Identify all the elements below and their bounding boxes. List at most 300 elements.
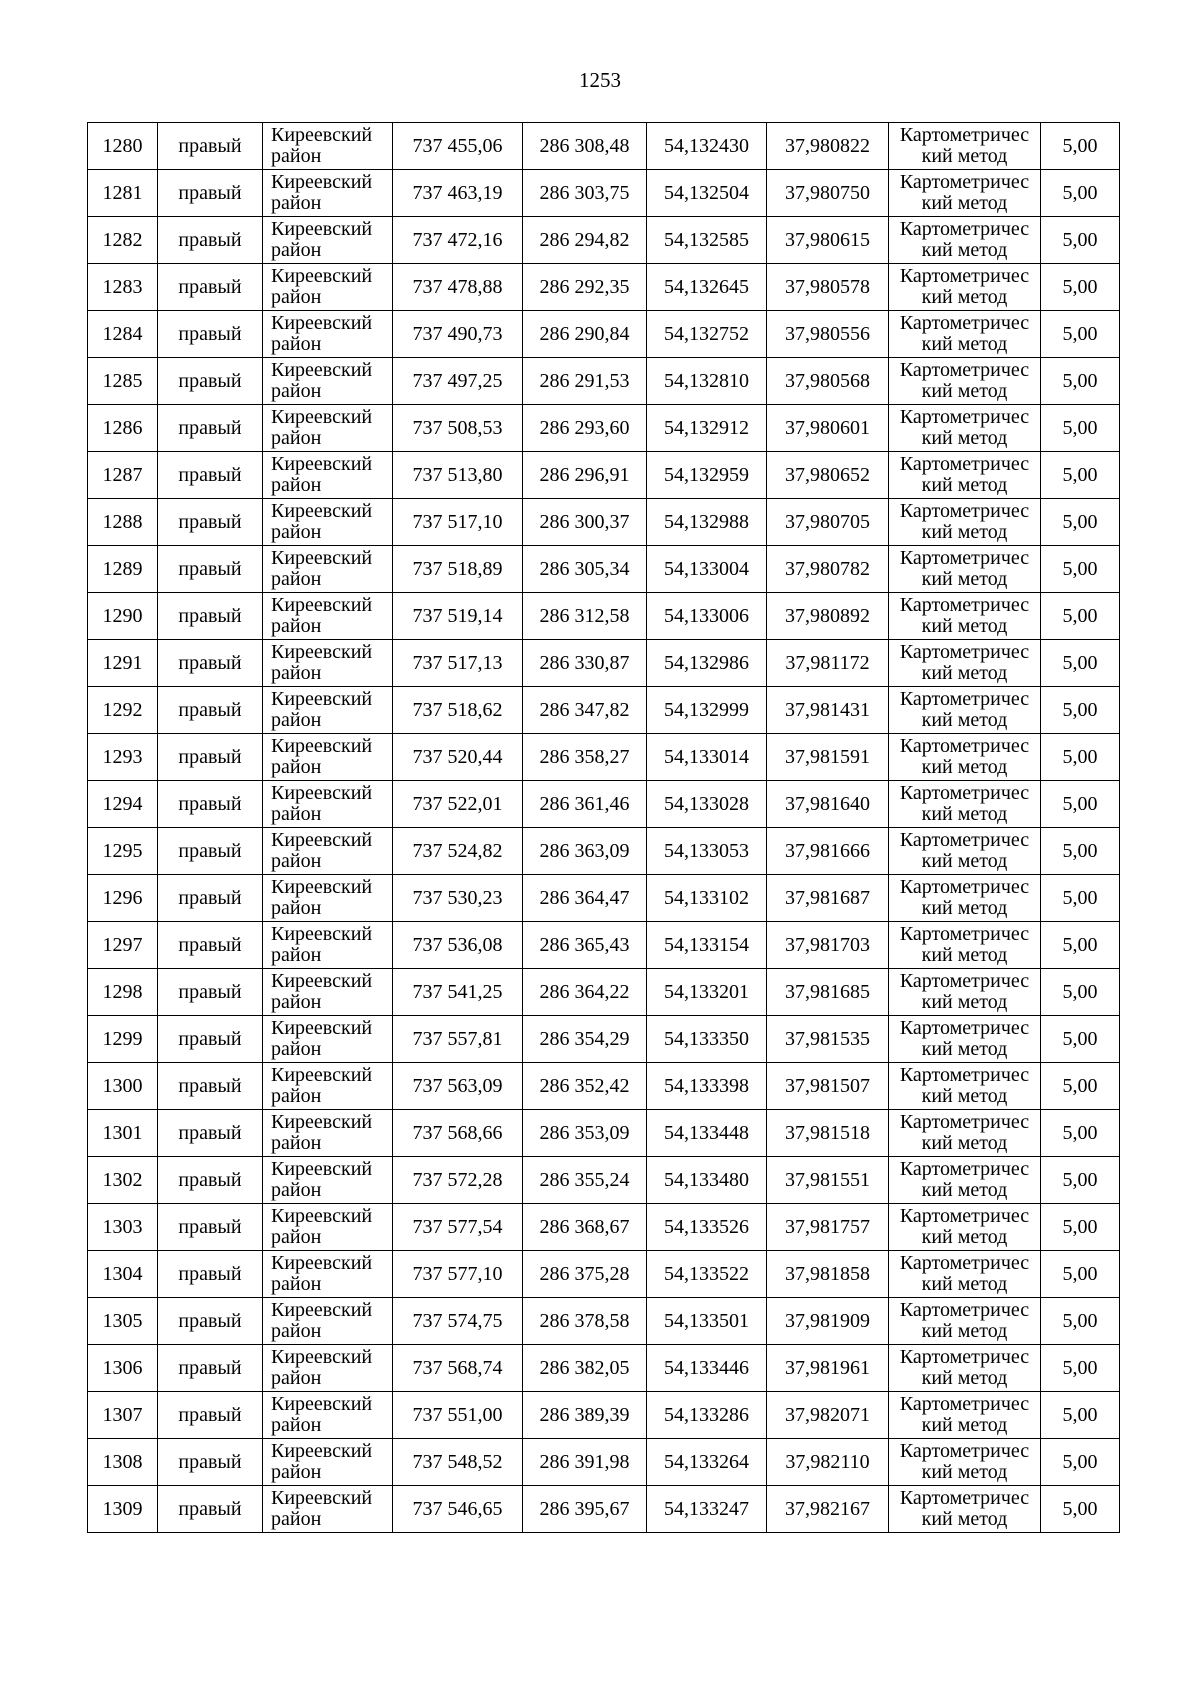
table-row [88,1204,1120,1251]
point-number-cell: 1289 [88,546,158,593]
method-cell: Картометрический метод [889,1345,1041,1392]
district-cell: Киреевский район [263,1439,393,1486]
y-coordinate-cell: 286 353,09 [523,1110,647,1157]
point-number-cell: 1302 [88,1157,158,1204]
y-coordinate-cell: 286 305,34 [523,546,647,593]
method-cell: Картометрический метод [889,546,1041,593]
method-cell: Картометрический метод [889,1016,1041,1063]
longitude-cell: 37,981518 [767,1110,889,1157]
bank-side-cell: правый [158,1110,263,1157]
bank-side-cell: правый [158,217,263,264]
latitude-cell: 54,133446 [647,1345,767,1392]
x-coordinate-cell: 737 478,88 [393,264,523,311]
latitude-cell: 54,133448 [647,1110,767,1157]
latitude-cell: 54,133053 [647,828,767,875]
district-cell: Киреевский район [263,640,393,687]
point-number-cell: 1284 [88,311,158,358]
method-cell: Картометрический метод [889,593,1041,640]
latitude-cell: 54,133526 [647,1204,767,1251]
y-coordinate-cell: 286 361,46 [523,781,647,828]
table-row [88,781,1120,828]
table-row [88,828,1120,875]
table-row [88,1157,1120,1204]
table-row [88,452,1120,499]
bank-side-cell: правый [158,546,263,593]
accuracy-cell: 5,00 [1041,123,1120,170]
latitude-cell: 54,133004 [647,546,767,593]
accuracy-cell: 5,00 [1041,781,1120,828]
point-number-cell: 1295 [88,828,158,875]
district-cell: Киреевский район [263,969,393,1016]
method-cell: Картометрический метод [889,1204,1041,1251]
x-coordinate-cell: 737 563,09 [393,1063,523,1110]
table-body [88,123,1120,1533]
table-row [88,922,1120,969]
method-cell: Картометрический метод [889,1439,1041,1486]
bank-side-cell: правый [158,1298,263,1345]
point-number-cell: 1300 [88,1063,158,1110]
y-coordinate-cell: 286 365,43 [523,922,647,969]
district-cell: Киреевский район [263,1251,393,1298]
longitude-cell: 37,981685 [767,969,889,1016]
point-number-cell: 1285 [88,358,158,405]
method-cell: Картометрический метод [889,123,1041,170]
latitude-cell: 54,132912 [647,405,767,452]
district-cell: Киреевский район [263,875,393,922]
point-number-cell: 1299 [88,1016,158,1063]
x-coordinate-cell: 737 557,81 [393,1016,523,1063]
method-cell: Картометрический метод [889,264,1041,311]
bank-side-cell: правый [158,1157,263,1204]
table-row [88,687,1120,734]
district-cell: Киреевский район [263,1345,393,1392]
accuracy-cell: 5,00 [1041,1016,1120,1063]
y-coordinate-cell: 286 368,67 [523,1204,647,1251]
longitude-cell: 37,981858 [767,1251,889,1298]
accuracy-cell: 5,00 [1041,828,1120,875]
point-number-cell: 1287 [88,452,158,499]
bank-side-cell: правый [158,828,263,875]
y-coordinate-cell: 286 290,84 [523,311,647,358]
x-coordinate-cell: 737 536,08 [393,922,523,969]
point-number-cell: 1307 [88,1392,158,1439]
method-cell: Картометрический метод [889,1110,1041,1157]
point-number-cell: 1282 [88,217,158,264]
district-cell: Киреевский район [263,452,393,499]
bank-side-cell: правый [158,405,263,452]
bank-side-cell: правый [158,1251,263,1298]
district-cell: Киреевский район [263,1016,393,1063]
bank-side-cell: правый [158,170,263,217]
district-cell: Киреевский район [263,1063,393,1110]
y-coordinate-cell: 286 352,42 [523,1063,647,1110]
accuracy-cell: 5,00 [1041,734,1120,781]
point-number-cell: 1303 [88,1204,158,1251]
y-coordinate-cell: 286 292,35 [523,264,647,311]
method-cell: Картометрический метод [889,875,1041,922]
x-coordinate-cell: 737 472,16 [393,217,523,264]
longitude-cell: 37,982110 [767,1439,889,1486]
accuracy-cell: 5,00 [1041,1486,1120,1533]
bank-side-cell: правый [158,687,263,734]
x-coordinate-cell: 737 519,14 [393,593,523,640]
point-number-cell: 1298 [88,969,158,1016]
bank-side-cell: правый [158,123,263,170]
y-coordinate-cell: 286 375,28 [523,1251,647,1298]
point-number-cell: 1308 [88,1439,158,1486]
table-row [88,170,1120,217]
table-row [88,875,1120,922]
longitude-cell: 37,981535 [767,1016,889,1063]
coordinates-table [87,122,1120,1533]
point-number-cell: 1294 [88,781,158,828]
district-cell: Киреевский район [263,781,393,828]
bank-side-cell: правый [158,922,263,969]
table-row [88,1345,1120,1392]
latitude-cell: 54,133201 [647,969,767,1016]
point-number-cell: 1281 [88,170,158,217]
y-coordinate-cell: 286 293,60 [523,405,647,452]
latitude-cell: 54,133014 [647,734,767,781]
table-row [88,358,1120,405]
point-number-cell: 1293 [88,734,158,781]
latitude-cell: 54,133028 [647,781,767,828]
y-coordinate-cell: 286 382,05 [523,1345,647,1392]
accuracy-cell: 5,00 [1041,1063,1120,1110]
accuracy-cell: 5,00 [1041,405,1120,452]
table-row [88,1063,1120,1110]
bank-side-cell: правый [158,875,263,922]
x-coordinate-cell: 737 548,52 [393,1439,523,1486]
accuracy-cell: 5,00 [1041,875,1120,922]
method-cell: Картометрический метод [889,311,1041,358]
latitude-cell: 54,133247 [647,1486,767,1533]
x-coordinate-cell: 737 568,74 [393,1345,523,1392]
district-cell: Киреевский район [263,217,393,264]
point-number-cell: 1304 [88,1251,158,1298]
bank-side-cell: правый [158,969,263,1016]
accuracy-cell: 5,00 [1041,1204,1120,1251]
latitude-cell: 54,132752 [647,311,767,358]
bank-side-cell: правый [158,264,263,311]
district-cell: Киреевский район [263,1392,393,1439]
point-number-cell: 1288 [88,499,158,546]
accuracy-cell: 5,00 [1041,499,1120,546]
longitude-cell: 37,980750 [767,170,889,217]
x-coordinate-cell: 737 520,44 [393,734,523,781]
bank-side-cell: правый [158,452,263,499]
district-cell: Киреевский район [263,687,393,734]
district-cell: Киреевский район [263,922,393,969]
table-row [88,311,1120,358]
x-coordinate-cell: 737 518,62 [393,687,523,734]
bank-side-cell: правый [158,640,263,687]
accuracy-cell: 5,00 [1041,1439,1120,1486]
longitude-cell: 37,980782 [767,546,889,593]
y-coordinate-cell: 286 389,39 [523,1392,647,1439]
method-cell: Картометрический метод [889,969,1041,1016]
method-cell: Картометрический метод [889,922,1041,969]
method-cell: Картометрический метод [889,1157,1041,1204]
bank-side-cell: правый [158,1392,263,1439]
district-cell: Киреевский район [263,170,393,217]
method-cell: Картометрический метод [889,1298,1041,1345]
method-cell: Картометрический метод [889,1392,1041,1439]
longitude-cell: 37,980615 [767,217,889,264]
table-row [88,499,1120,546]
accuracy-cell: 5,00 [1041,640,1120,687]
method-cell: Картометрический метод [889,1063,1041,1110]
district-cell: Киреевский район [263,264,393,311]
accuracy-cell: 5,00 [1041,1110,1120,1157]
longitude-cell: 37,980892 [767,593,889,640]
district-cell: Киреевский район [263,405,393,452]
table-row [88,546,1120,593]
point-number-cell: 1301 [88,1110,158,1157]
latitude-cell: 54,133102 [647,875,767,922]
method-cell: Картометрический метод [889,828,1041,875]
district-cell: Киреевский район [263,734,393,781]
accuracy-cell: 5,00 [1041,1298,1120,1345]
latitude-cell: 54,132430 [647,123,767,170]
method-cell: Картометрический метод [889,452,1041,499]
longitude-cell: 37,980568 [767,358,889,405]
bank-side-cell: правый [158,1486,263,1533]
district-cell: Киреевский район [263,1110,393,1157]
bank-side-cell: правый [158,1345,263,1392]
bank-side-cell: правый [158,311,263,358]
x-coordinate-cell: 737 522,01 [393,781,523,828]
point-number-cell: 1280 [88,123,158,170]
x-coordinate-cell: 737 517,13 [393,640,523,687]
table-row [88,405,1120,452]
method-cell: Картометрический метод [889,170,1041,217]
latitude-cell: 54,133286 [647,1392,767,1439]
longitude-cell: 37,980578 [767,264,889,311]
accuracy-cell: 5,00 [1041,264,1120,311]
x-coordinate-cell: 737 530,23 [393,875,523,922]
table-row [88,969,1120,1016]
accuracy-cell: 5,00 [1041,452,1120,499]
longitude-cell: 37,981666 [767,828,889,875]
x-coordinate-cell: 737 524,82 [393,828,523,875]
latitude-cell: 54,132645 [647,264,767,311]
bank-side-cell: правый [158,499,263,546]
longitude-cell: 37,980705 [767,499,889,546]
point-number-cell: 1306 [88,1345,158,1392]
accuracy-cell: 5,00 [1041,922,1120,969]
longitude-cell: 37,981172 [767,640,889,687]
x-coordinate-cell: 737 568,66 [393,1110,523,1157]
table-row [88,264,1120,311]
longitude-cell: 37,981703 [767,922,889,969]
method-cell: Картометрический метод [889,640,1041,687]
accuracy-cell: 5,00 [1041,1392,1120,1439]
district-cell: Киреевский район [263,123,393,170]
x-coordinate-cell: 737 517,10 [393,499,523,546]
accuracy-cell: 5,00 [1041,1251,1120,1298]
y-coordinate-cell: 286 354,29 [523,1016,647,1063]
accuracy-cell: 5,00 [1041,311,1120,358]
longitude-cell: 37,981591 [767,734,889,781]
district-cell: Киреевский район [263,1204,393,1251]
bank-side-cell: правый [158,1439,263,1486]
table-row [88,1251,1120,1298]
district-cell: Киреевский район [263,311,393,358]
y-coordinate-cell: 286 303,75 [523,170,647,217]
x-coordinate-cell: 737 455,06 [393,123,523,170]
district-cell: Киреевский район [263,1298,393,1345]
accuracy-cell: 5,00 [1041,687,1120,734]
longitude-cell: 37,982071 [767,1392,889,1439]
longitude-cell: 37,981757 [767,1204,889,1251]
longitude-cell: 37,982167 [767,1486,889,1533]
longitude-cell: 37,981640 [767,781,889,828]
table-row [88,1016,1120,1063]
method-cell: Картометрический метод [889,781,1041,828]
table-row [88,1110,1120,1157]
latitude-cell: 54,132988 [647,499,767,546]
district-cell: Киреевский район [263,499,393,546]
x-coordinate-cell: 737 577,54 [393,1204,523,1251]
point-number-cell: 1292 [88,687,158,734]
method-cell: Картометрический метод [889,687,1041,734]
table-row [88,217,1120,264]
y-coordinate-cell: 286 391,98 [523,1439,647,1486]
accuracy-cell: 5,00 [1041,1345,1120,1392]
district-cell: Киреевский район [263,828,393,875]
method-cell: Картометрический метод [889,1486,1041,1533]
bank-side-cell: правый [158,593,263,640]
accuracy-cell: 5,00 [1041,358,1120,405]
accuracy-cell: 5,00 [1041,170,1120,217]
accuracy-cell: 5,00 [1041,1157,1120,1204]
latitude-cell: 54,133006 [647,593,767,640]
y-coordinate-cell: 286 358,27 [523,734,647,781]
method-cell: Картометрический метод [889,405,1041,452]
table-row [88,593,1120,640]
y-coordinate-cell: 286 312,58 [523,593,647,640]
y-coordinate-cell: 286 291,53 [523,358,647,405]
longitude-cell: 37,981507 [767,1063,889,1110]
y-coordinate-cell: 286 378,58 [523,1298,647,1345]
bank-side-cell: правый [158,1063,263,1110]
x-coordinate-cell: 737 577,10 [393,1251,523,1298]
table-row [88,123,1120,170]
longitude-cell: 37,981431 [767,687,889,734]
latitude-cell: 54,132504 [647,170,767,217]
district-cell: Киреевский район [263,1486,393,1533]
longitude-cell: 37,981551 [767,1157,889,1204]
latitude-cell: 54,133501 [647,1298,767,1345]
y-coordinate-cell: 286 364,47 [523,875,647,922]
latitude-cell: 54,132986 [647,640,767,687]
point-number-cell: 1309 [88,1486,158,1533]
table-row [88,1439,1120,1486]
latitude-cell: 54,133154 [647,922,767,969]
bank-side-cell: правый [158,734,263,781]
y-coordinate-cell: 286 364,22 [523,969,647,1016]
point-number-cell: 1283 [88,264,158,311]
x-coordinate-cell: 737 513,80 [393,452,523,499]
longitude-cell: 37,980601 [767,405,889,452]
district-cell: Киреевский район [263,358,393,405]
x-coordinate-cell: 737 518,89 [393,546,523,593]
bank-side-cell: правый [158,1016,263,1063]
x-coordinate-cell: 737 508,53 [393,405,523,452]
point-number-cell: 1305 [88,1298,158,1345]
district-cell: Киреевский район [263,546,393,593]
point-number-cell: 1296 [88,875,158,922]
table-row [88,1486,1120,1533]
latitude-cell: 54,133522 [647,1251,767,1298]
longitude-cell: 37,980822 [767,123,889,170]
latitude-cell: 54,133350 [647,1016,767,1063]
accuracy-cell: 5,00 [1041,217,1120,264]
x-coordinate-cell: 737 541,25 [393,969,523,1016]
y-coordinate-cell: 286 347,82 [523,687,647,734]
x-coordinate-cell: 737 497,25 [393,358,523,405]
method-cell: Картометрический метод [889,499,1041,546]
table-row [88,640,1120,687]
table-row [88,1392,1120,1439]
latitude-cell: 54,133480 [647,1157,767,1204]
longitude-cell: 37,981961 [767,1345,889,1392]
point-number-cell: 1290 [88,593,158,640]
x-coordinate-cell: 737 546,65 [393,1486,523,1533]
longitude-cell: 37,980652 [767,452,889,499]
latitude-cell: 54,132999 [647,687,767,734]
x-coordinate-cell: 737 463,19 [393,170,523,217]
x-coordinate-cell: 737 572,28 [393,1157,523,1204]
longitude-cell: 37,981909 [767,1298,889,1345]
y-coordinate-cell: 286 355,24 [523,1157,647,1204]
accuracy-cell: 5,00 [1041,593,1120,640]
accuracy-cell: 5,00 [1041,969,1120,1016]
latitude-cell: 54,133264 [647,1439,767,1486]
district-cell: Киреевский район [263,593,393,640]
y-coordinate-cell: 286 300,37 [523,499,647,546]
page-number: 1253 [579,68,621,92]
longitude-cell: 37,980556 [767,311,889,358]
y-coordinate-cell: 286 330,87 [523,640,647,687]
bank-side-cell: правый [158,358,263,405]
x-coordinate-cell: 737 490,73 [393,311,523,358]
longitude-cell: 37,981687 [767,875,889,922]
method-cell: Картометрический метод [889,1251,1041,1298]
latitude-cell: 54,132585 [647,217,767,264]
point-number-cell: 1291 [88,640,158,687]
y-coordinate-cell: 286 308,48 [523,123,647,170]
latitude-cell: 54,133398 [647,1063,767,1110]
latitude-cell: 54,132810 [647,358,767,405]
point-number-cell: 1297 [88,922,158,969]
method-cell: Картометрический метод [889,358,1041,405]
latitude-cell: 54,132959 [647,452,767,499]
accuracy-cell: 5,00 [1041,546,1120,593]
y-coordinate-cell: 286 395,67 [523,1486,647,1533]
y-coordinate-cell: 286 296,91 [523,452,647,499]
table-row [88,1298,1120,1345]
x-coordinate-cell: 737 574,75 [393,1298,523,1345]
method-cell: Картометрический метод [889,734,1041,781]
district-cell: Киреевский район [263,1157,393,1204]
y-coordinate-cell: 286 363,09 [523,828,647,875]
bank-side-cell: правый [158,1204,263,1251]
table-row [88,734,1120,781]
y-coordinate-cell: 286 294,82 [523,217,647,264]
x-coordinate-cell: 737 551,00 [393,1392,523,1439]
